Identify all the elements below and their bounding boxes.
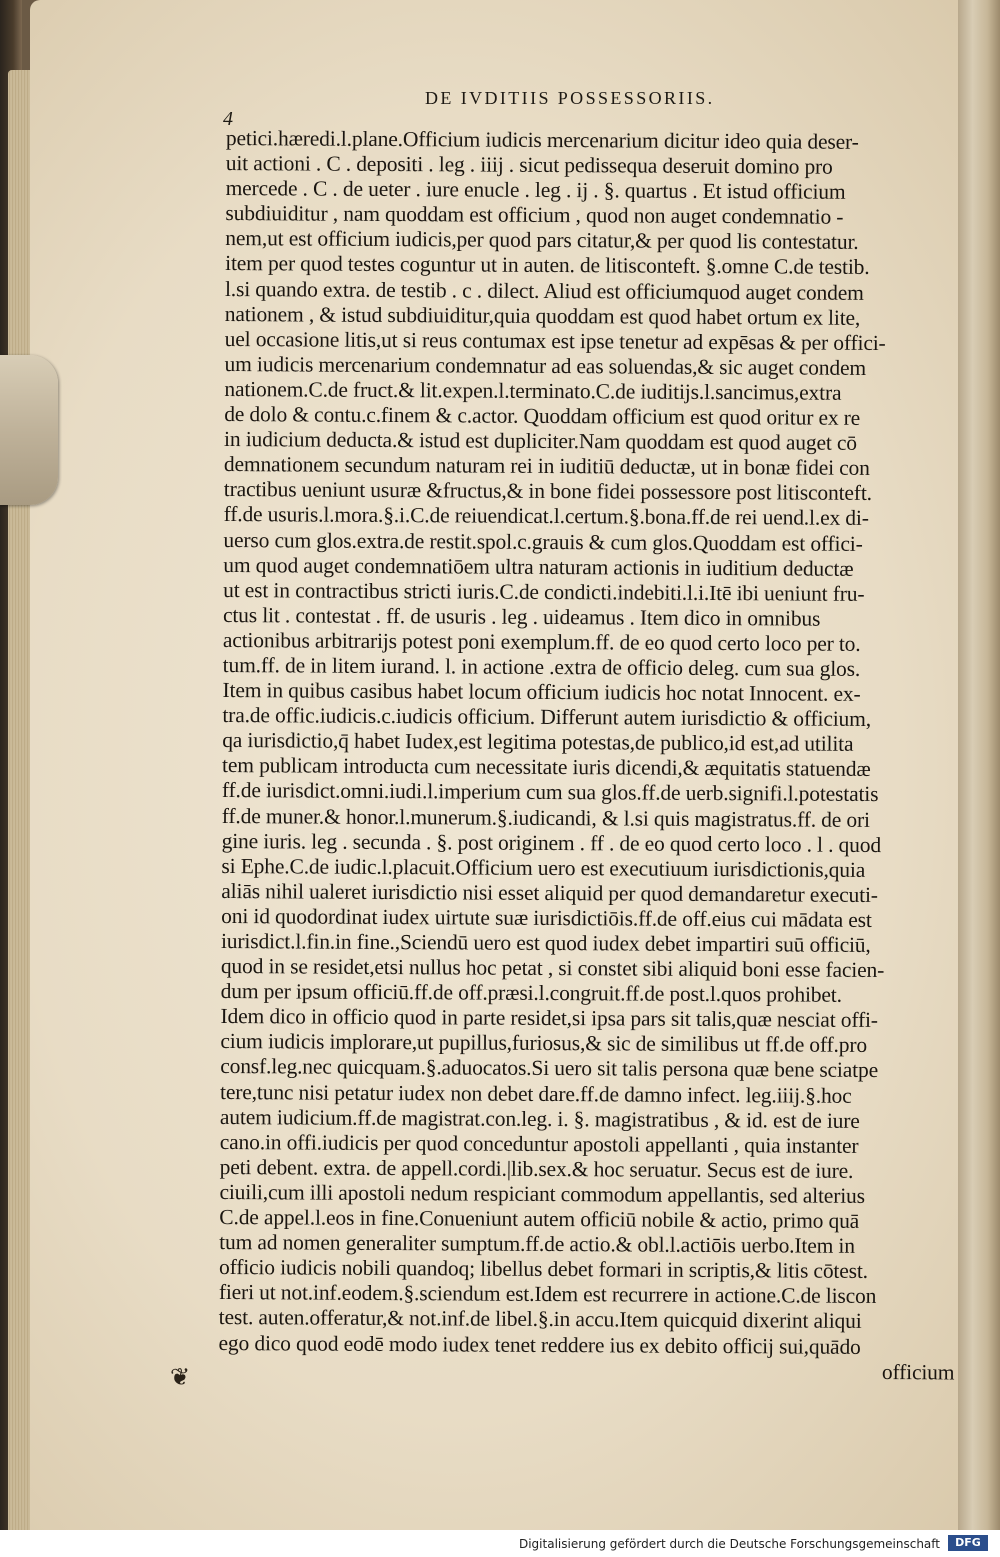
text-line: officium [881,1359,955,1385]
text-line: ctus lit . contestat . ff. de usuris . leg . uideamus . Item dico in omnibus [222,602,821,631]
text-line: um quod auget condemnatiōem ultra naturam actionis in iuditium deductæ [223,552,854,581]
text-line: subdiuiditur , nam quoddam est officium , quod non auget condemnatio - [225,201,844,230]
text-line: ciuili,cum illi apostoli nedum respiciant commodum appellantis, sed alterius [219,1179,865,1208]
text-line: tum ad nomen generaliter sumptum.ff.de actio.& obl.l.actiōis uerbo.Item in [219,1230,855,1258]
text-line: item per quod testes coguntur ut in auten. de litisconteft. §.omne C.de testib. [225,251,870,280]
printer-ornament: ❦ [170,1365,191,1391]
text-line: tra.de offic.iudicis.c.iudicis officium. Differunt autem iurisdictio & officium, [222,703,872,732]
text-line: tem publicam introducta cum necessitate iuris dicendi,& æquitatis statuendæ [222,753,871,782]
text-line: qa iurisdictio,q̄ habet Iudex,est legitima potestas,de publico,id est,ad utilita [222,728,854,757]
text-line: C.de appel.l.eos in fine.Conueniunt autem officiū nobile & actio, primo quā [219,1205,860,1233]
text-line: in iudicium deducta.& istud est dupliciter.Nam quoddam est quod auget cō [224,427,858,455]
page-clip [0,355,58,505]
text-line: consf.leg.nec quicquam.§.aduocatos.Si uero sit talis persona quæ bene sciatpe [220,1054,879,1083]
text-line: ut est in contractibus stricti iuris.C.de condicti.indebiti.l.i.Itē ibi ueniunt fru- [223,577,865,606]
text-line: tum.ff. de in litem iurand. l. in actione .extra de officio deleg. cum sua glos. [222,652,861,681]
text-line: ff.de usuris.l.mora.§.i.C.de reiuendicat.l.certum.§.bona.ff.de rei uend.l.ex di- [223,502,869,531]
text-line: oni id quodordinat iudex uirtute suæ iurisdictiōis.ff.de off.eius cui mādata est [221,903,872,932]
text-line: nem,ut est officium iudicis,per quod pars citatur,& per quod lis contestatur. [225,226,859,255]
text-line: actionibus arbitrarijs potest poni exemplum.ff. de eo quod certo loco per to. [222,627,861,656]
text-line: ff.de muner.& honor.l.munerum.§.iudicandi, & l.si quis magistratus.ff. de ori [221,803,870,832]
text-line: Idem dico in officio quod in parte residet,si ipsa pars sit talis,quæ nesciat offi- [220,1004,878,1033]
text-line: petici.hæredi.l.plane.Officium iudicis mercenarium dicitur ideo quia deser- [225,126,859,154]
text-line: nationem.C.de fruct.& lit.expen.l.terminato.C.de iuditijs.l.sancimus,extra [224,376,842,405]
footer-credit: Digitalisierung gefördert durch die Deutsche Forschungsgemeinschaft [518,1537,940,1551]
text-line: ego dico quod eodē modo iudex tenet reddere ius ex debito officij sui,quādo [218,1330,861,1359]
text-line: um iudicis mercenarium condemnatur ad eas soluendas,& sic auget condem [224,351,867,380]
running-head: DE IVDITIIS POSSESSORIIS. [425,88,715,108]
dfg-logo: DFG [948,1535,988,1551]
text-line: uel occasione litis,ut si reus contumax est ipse tenetur ad expēsas & per offici- [224,326,886,355]
text-line: uerso cum glos.extra.de restit.spol.c.grauis & cum glos.Quoddam est offici- [223,527,863,556]
text-line: demnationem secundum naturam rei in iuditiū deductæ, ut in bonæ fidei con [223,452,870,481]
text-line: l.si quando extra. de testib . c . dilect. Aliud est officiumquod auget condem [224,276,864,305]
page-number: 4 [223,108,233,130]
text-line: peti debent. extra. de appell.cordi.|lib.sex.& hoc seruatur. Secus est de iure. [219,1154,854,1183]
text-line: fieri ut not.inf.eodem.§.sciendum est.Idem est recurrere in actione.C.de liscon [218,1280,877,1309]
text-line: de dolo & contu.c.finem & c.actor. Quoddam officium est quod oritur ex re [224,402,861,430]
text-line: officio iudicis nobili quandoq; libellus debet formari in scriptis,& litis cōtest. [218,1255,869,1284]
text-line: si Ephe.C.de iudic.l.placuit.Officium uero est executiuum iurisdictionis,quia [221,853,866,882]
text-line: iurisdict.l.fin.in fine.,Sciendū uero est quod iudex debet impartiri suū officiū, [220,928,871,957]
text-line: dum per ipsum officiū.ff.de off.præsi.l.congruit.ff.de post.l.quos prohibet. [220,979,842,1007]
text-line: uit actioni . C . depositi . leg . iiij . sicut pedissequa deseruit domino pro [225,151,833,179]
text-line: tere,tunc nisi petatur iudex non debet dare.ff.de damno infect. leg.iiij.§.hoc [220,1079,852,1108]
text-line: cano.in offi.iudicis per quod conceduntur apostoli appellanti , quia instanter [219,1129,859,1158]
body-text [218,126,968,1385]
text-line: mercede . C . de ueter . iure enucle . leg . ij . §. quartus . Et istud officium [225,176,846,204]
text-line: ff.de iurisdict.omni.iudi.l.imperium cum sua glos.ff.de uerb.signifi.l.potestatis [221,778,879,807]
text-line: aliās nihil ualeret iurisdictio nisi esset aliquid per quod demandaretur executi- [221,878,878,907]
text-line: cium iudicis implorare,ut pupillus,furiosus,& sic de similibus ut ff.de off.pro [220,1029,868,1058]
text-line: test. auten.offeratur,& not.inf.de libel.§.in accu.Item quicquid dixerint aliqui [218,1305,862,1334]
text-line: tractibus ueniunt usuræ &fructus,& in bone fidei possessore post litisconteft. [223,477,872,506]
text-line: autem iudicium.ff.de magistrat.con.leg. i. §. magistratibus , & id. est de iure [219,1104,860,1133]
text-line: Item in quibus casibus habet locum officium iudicis hoc notat Innocent. ex- [222,678,861,706]
text-line: quod in se residet,etsi nullus hoc petat , si constet sibi aliquid boni esse facien- [220,954,885,983]
text-line: gine iuris. leg . secunda . §. post originem . ff . de eo quod certo loco . l . quod [221,828,882,857]
text-line: nationem , & istud subdiuiditur,quia quoddam est quod habet ortum ex lite, [224,301,861,330]
